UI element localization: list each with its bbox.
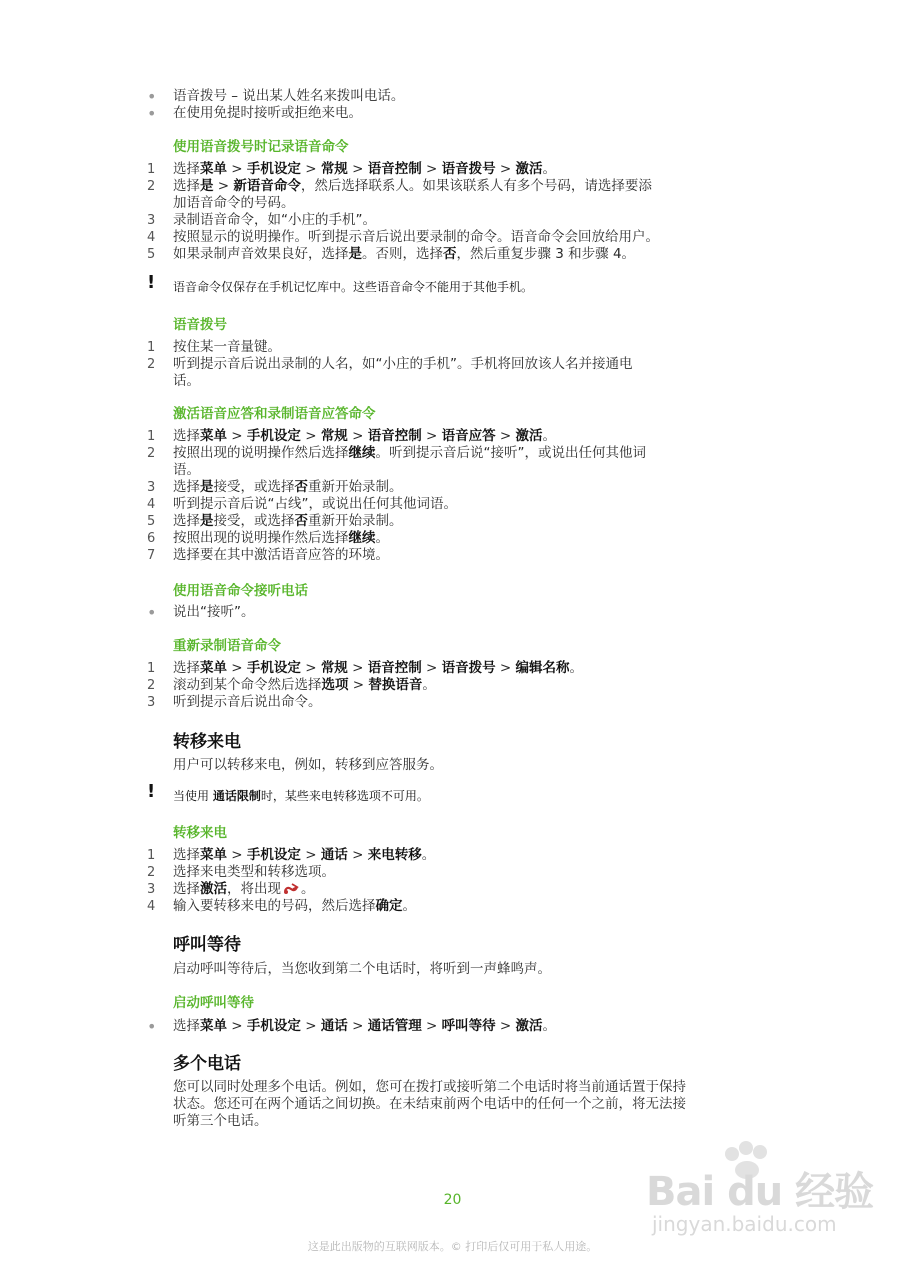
section-heading: 转移来电 [173, 825, 227, 841]
list-item: • 选择菜单 > 手机设定 > 通话 > 通话管理 > 呼叫等待 > 激活。 [147, 1017, 557, 1036]
baidu-watermark [640, 1140, 880, 1250]
exclamation-icon: ! [147, 272, 156, 293]
chapter-title: 多个电话 [173, 1054, 241, 1074]
steps-list [0, 428, 905, 564]
step-item: 5 如果录制声音效果良好，选择是。否则，选择否，然后重复步骤 3 和步骤 4。 [147, 246, 636, 262]
step-item-continued: 语。 [173, 462, 200, 478]
page-number: 20 [443, 1192, 462, 1208]
steps-list [0, 339, 905, 390]
chapter-body: 用户可以转移来电，例如，转移到应答服务。 [173, 757, 443, 773]
section-heading: 语音拨号 [173, 317, 227, 333]
list-item: • 语音拨号 – 说出某人姓名来拨叫电话。 [147, 87, 405, 106]
manual-page: • 语音拨号 – 说出某人姓名来拨叫电话。 • 在使用免提时接听或拒绝来电。 使用语音拨号时记录语音命令 1 选择菜单 > 手机设定 > 常规 > 语音控制 > 语音拨号 > 激活。 2 选择是 > 新语音命令，然后选择联系人。如果该联系人有多个号码，请选择要添 加语音命令的号码。 3 录制语音命令，如“小庄的手机”。 4 按照显示的说明操作。听到提示音后说出要录制的命令。语音命令会回放给用户。 5 如果录制声音效果良好，选择是。否则，选择否，然后重复步骤 3 和步骤 4。 ! 语音命令仅保存在手机记忆库中。这些语音命令不能用于其他手机。 语音拨号 1 按住某一音量键。 2 听到提示音后说出录制的人名，如“小庄的手机”。手机将回放该人名并接通电 话。 激活语音应答和录制语音应答命令 1 选择菜单 > 手机设定 > 常规 > 语音控制 > 语音应答 > 激活。 2 按照出现的说明操作然后选择继续。听到提示音后说“接听”，或说出任何其他词 语。 3 选择是接受，或选择否重新开始录制。 4 听到提示音后说“占线”，或说出任何其他词语。 5 选择是接受，或选择否重新开始录制。 6 按照出现的说明操作然后选择继续。 7 选择要在其中激活语音应答的环境。 使用语音命令接听电话 • 说出“接听”。 重新录制语音命令 1 选择菜单 > 手机设定 > 常规 > 语音控制 > 语音拨号 > 编辑名称。 2 滚动到某个命令然后选择选项 > 替换语音。 3 听到提示音后说出命令。 转移来电 用户可以转移来电，例如，转移到应答服务。 ! 当使用 通话限制时，某些来电转移选项不可用。 转移来电 1 选择菜单 > 手机设定 > 通话 > 来电转移。 2 选择来电类型和转移选项。 3 选择激活，将出现 。 4 输入要转移来电的号码，然后选择确定。 呼叫等待 启动呼叫等待后，当您收到第二个电话时，将听到一声蜂鸣声。 启动呼叫等待 • 选择菜单 > 手机设定 > 通话 > 通话管理 > 呼叫等待 > 激活。 多个电话 您可以同时处理多个电话。例如，您可在拨打或接听第二个电话时将当前通话置于保持 状态。您还可在两个通话之间切换。在未结束前两个电话中的任何一个之前，将无法接 听第三个电话。 20 这是此出版物的互联网版本。© 打印后仅可用于私人用途。 Bai du 经验 jingyan.baidu.com [0, 0, 905, 1280]
intro-bullet-list [0, 88, 905, 122]
step-item: 1 选择菜单 > 手机设定 > 常规 > 语音控制 > 语音拨号 > 激活。 [147, 161, 557, 177]
step-item: 6 按照出现的说明操作然后选择继续。 [147, 530, 389, 546]
step-item: 5 选择是接受，或选择否重新开始录制。 [147, 513, 403, 529]
step-item: 4 听到提示音后说“占线”，或说出任何其他词语。 [147, 496, 457, 512]
steps-list [0, 161, 905, 263]
steps-list [0, 847, 905, 915]
step-item: 1 按住某一音量键。 [147, 339, 281, 355]
section-heading: 使用语音拨号时记录语音命令 [173, 139, 349, 155]
step-item: 2 按照出现的说明操作然后选择继续。听到提示音后说“接听”，或说出任何其他词 [147, 445, 646, 461]
step-item: 3 听到提示音后说出命令。 [147, 694, 322, 710]
step-item-continued: 加语音命令的号码。 [173, 195, 295, 211]
step-item: 3 选择激活，将出现 。 [147, 881, 315, 897]
bullet-list [0, 604, 905, 621]
step-item: 3 选择是接受，或选择否重新开始录制。 [147, 479, 403, 495]
chapter-body: 您可以同时处理多个电话。例如，您可在拨打或接听第二个电话时将当前通话置于保持 状态。您还可在两个通话之间切换。在未结束前两个电话中的任何一个之前，将无法接 听第三个电话。 [173, 1079, 686, 1129]
section-heading: 使用语音命令接听电话 [173, 583, 308, 599]
exclamation-icon: ! [147, 781, 156, 802]
step-item: 2 听到提示音后说出录制的人名，如“小庄的手机”。手机将回放该人名并接通电 [147, 356, 633, 372]
section-heading: 重新录制语音命令 [173, 638, 281, 654]
step-item: 4 输入要转移来电的号码，然后选择确定。 [147, 898, 416, 914]
steps-list [0, 660, 905, 711]
call-divert-icon [283, 882, 299, 895]
list-item: • 说出“接听”。 [147, 603, 255, 622]
step-item: 2 选择来电类型和转移选项。 [147, 864, 335, 880]
section-heading: 启动呼叫等待 [173, 995, 254, 1011]
chapter-title: 转移来电 [173, 732, 241, 752]
step-item: 3 录制语音命令，如“小庄的手机”。 [147, 212, 376, 228]
watermark-brand: Bai du 经验 [646, 1169, 874, 1215]
step-item: 2 选择是 > 新语音命令，然后选择联系人。如果该联系人有多个号码，请选择要添 [147, 178, 652, 194]
step-item-continued: 话。 [173, 373, 200, 389]
chapter-title: 呼叫等待 [173, 935, 241, 955]
step-item: 7 选择要在其中激活语音应答的环境。 [147, 547, 389, 563]
step-item: 2 滚动到某个命令然后选择选项 > 替换语音。 [147, 677, 436, 693]
step-item: 4 按照显示的说明操作。听到提示音后说出要录制的命令。语音命令会回放给用户。 [147, 229, 659, 245]
chapter-body: 启动呼叫等待后，当您收到第二个电话时，将听到一声蜂鸣声。 [173, 961, 551, 977]
step-item: 1 选择菜单 > 手机设定 > 常规 > 语音控制 > 语音拨号 > 编辑名称。 [147, 660, 584, 676]
list-item: • 在使用免提时接听或拒绝来电。 [147, 104, 362, 123]
step-item: 1 选择菜单 > 手机设定 > 通话 > 来电转移。 [147, 847, 436, 863]
step-item: 1 选择菜单 > 手机设定 > 常规 > 语音控制 > 语音应答 > 激活。 [147, 428, 557, 444]
watermark-url: jingyan.baidu.com [652, 1212, 837, 1236]
footer-notice: 这是此出版物的互联网版本。© 打印后仅可用于私人用途。 [307, 1240, 598, 1253]
bullet-list [0, 1018, 905, 1035]
section-heading: 激活语音应答和录制语音应答命令 [173, 406, 376, 422]
